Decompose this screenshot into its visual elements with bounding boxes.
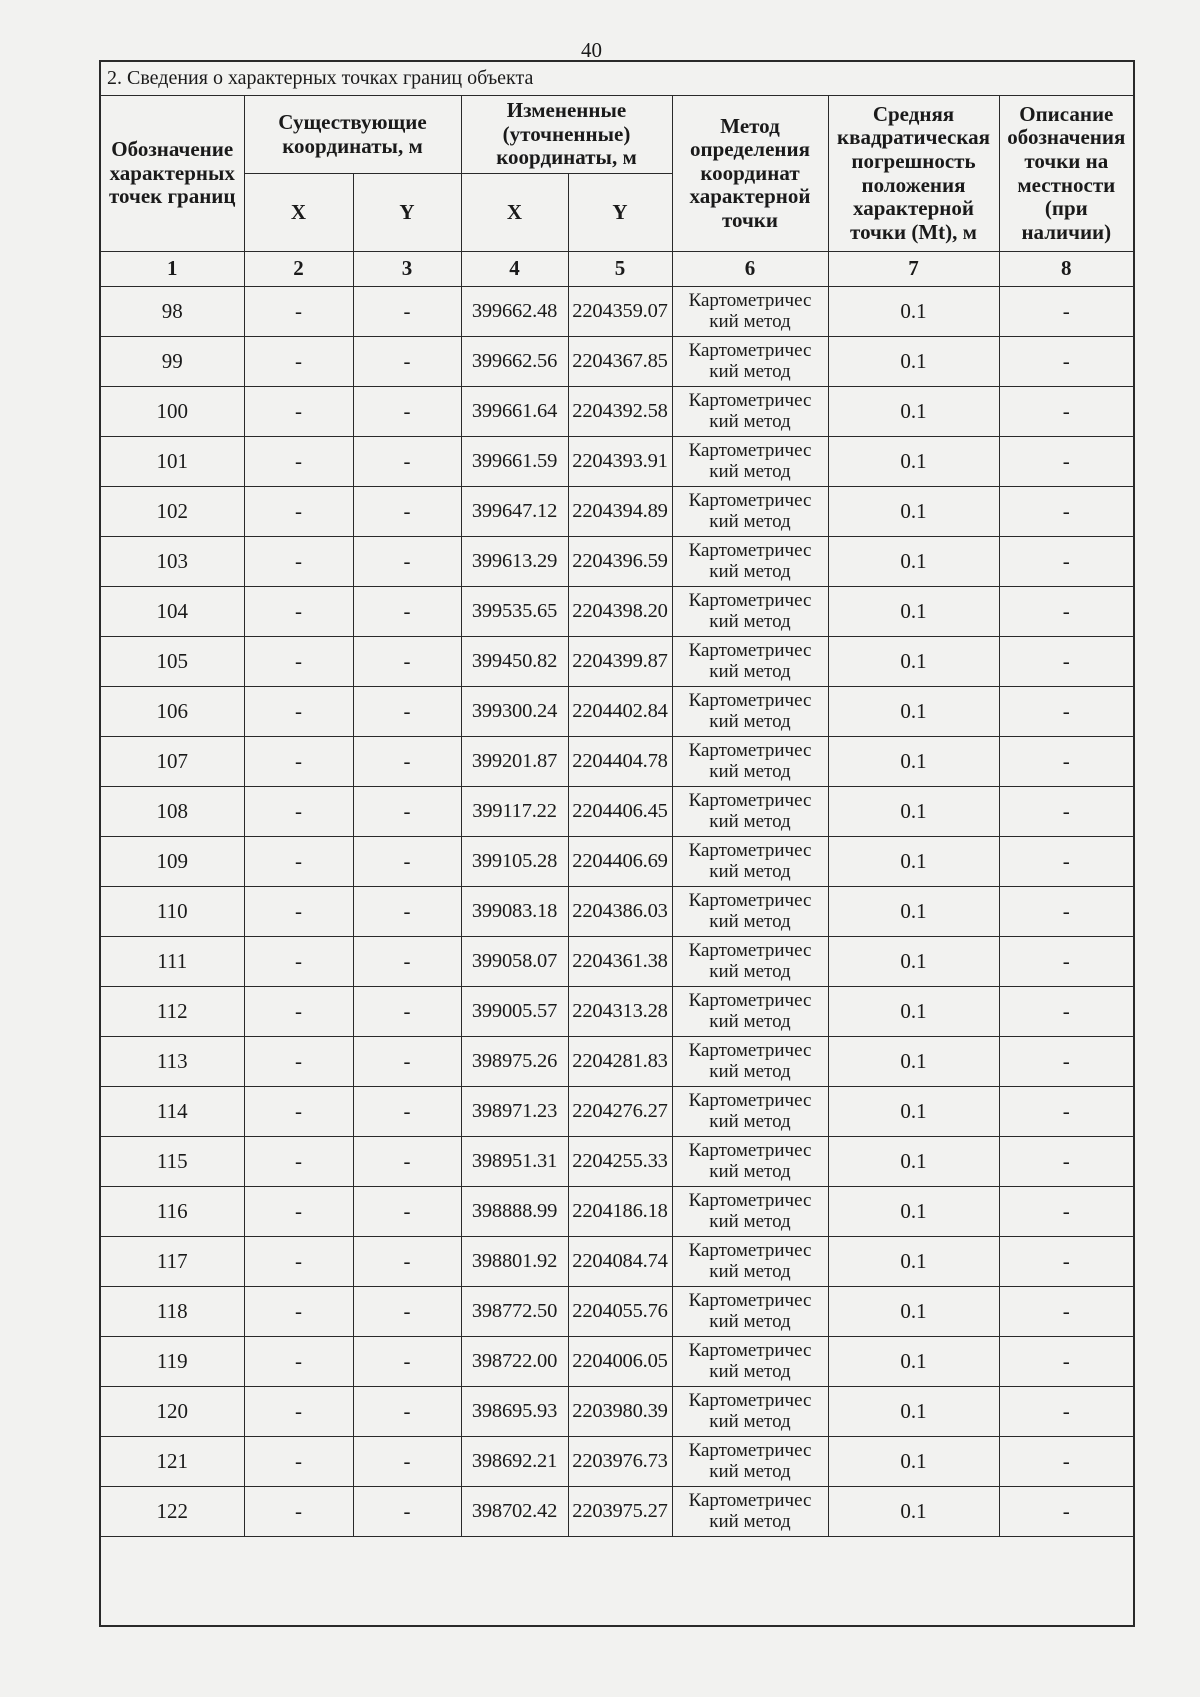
cell-changed-y: 2204394.89 [568,487,672,537]
cell-existing-y: - [353,787,461,837]
cell-point-number: 109 [100,837,244,887]
cell-existing-y: - [353,887,461,937]
header-existing-y: Y [353,174,461,252]
cell-method: Картометричес кий метод [672,1337,828,1387]
cell-existing-y: - [353,1487,461,1537]
cell-point-description: - [999,987,1134,1037]
cell-existing-y: - [353,637,461,687]
cell-point-description: - [999,1087,1134,1137]
cell-existing-x: - [244,1037,353,1087]
cell-existing-y: - [353,337,461,387]
cell-method: Картометричес кий метод [672,1237,828,1287]
cell-point-description: - [999,687,1134,737]
table-row [100,1237,1134,1287]
cell-existing-x: - [244,1387,353,1437]
header-existing-x: X [244,174,353,252]
table-row [100,387,1134,437]
page-number: 40 [581,38,602,62]
cell-existing-x: - [244,837,353,887]
empty-footer-row [100,1537,1134,1627]
cell-changed-y: 2204393.91 [568,437,672,487]
cell-point-number: 101 [100,437,244,487]
cell-changed-x: 399005.57 [461,987,568,1037]
cell-point-number: 112 [100,987,244,1037]
cell-method: Картометричес кий метод [672,787,828,837]
cell-changed-x: 399201.87 [461,737,568,787]
cell-method: Картометричес кий метод [672,1187,828,1237]
cell-existing-y: - [353,1287,461,1337]
cell-changed-y: 2204084.74 [568,1237,672,1287]
cell-point-description: - [999,1487,1134,1537]
table-row [100,787,1134,837]
cell-mean-square-error: 0.1 [828,1487,999,1537]
cell-method: Картометричес кий метод [672,737,828,787]
table-row [100,1037,1134,1087]
cell-method: Картометричес кий метод [672,1087,828,1137]
cell-changed-y: 2204386.03 [568,887,672,937]
column-number: 4 [461,252,568,287]
cell-point-description: - [999,1387,1134,1437]
table-row [100,437,1134,487]
cell-point-number: 113 [100,1037,244,1087]
table-header [100,61,1134,287]
cell-point-description: - [999,1437,1134,1487]
cell-point-description: - [999,437,1134,487]
cell-method: Картометричес кий метод [672,937,828,987]
cell-existing-x: - [244,1087,353,1137]
cell-point-description: - [999,387,1134,437]
table-row [100,1487,1134,1537]
cell-changed-x: 398702.42 [461,1487,568,1537]
cell-point-number: 120 [100,1387,244,1437]
cell-mean-square-error: 0.1 [828,787,999,837]
cell-method: Картометричес кий метод [672,1037,828,1087]
cell-point-description: - [999,287,1134,337]
column-number: 1 [100,252,244,287]
cell-existing-y: - [353,1337,461,1387]
cell-method: Картометричес кий метод [672,887,828,937]
cell-changed-y: 2204406.45 [568,787,672,837]
table-row [100,587,1134,637]
cell-mean-square-error: 0.1 [828,1037,999,1087]
cell-point-number: 106 [100,687,244,737]
cell-existing-y: - [353,837,461,887]
table-row [100,687,1134,737]
boundary-points-table [99,60,1135,1627]
cell-mean-square-error: 0.1 [828,1437,999,1487]
cell-changed-x: 398801.92 [461,1237,568,1287]
cell-point-description: - [999,1337,1134,1387]
cell-point-number: 117 [100,1237,244,1287]
cell-point-number: 102 [100,487,244,537]
table-row [100,1287,1134,1337]
cell-changed-y: 2204186.18 [568,1187,672,1237]
cell-method: Картометричес кий метод [672,537,828,587]
cell-mean-square-error: 0.1 [828,637,999,687]
cell-existing-y: - [353,537,461,587]
cell-existing-y: - [353,1137,461,1187]
cell-mean-square-error: 0.1 [828,437,999,487]
header-existing-coordinates: Существующие координаты, м [244,96,461,174]
table-row [100,987,1134,1037]
cell-changed-x: 399105.28 [461,837,568,887]
cell-method: Картометричес кий метод [672,687,828,737]
cell-method: Картометричес кий метод [672,387,828,437]
table-row [100,637,1134,687]
cell-point-description: - [999,587,1134,637]
cell-existing-x: - [244,537,353,587]
cell-changed-x: 399117.22 [461,787,568,837]
cell-changed-x: 399661.64 [461,387,568,437]
table-row [100,737,1134,787]
cell-changed-x: 399647.12 [461,487,568,537]
cell-existing-y: - [353,587,461,637]
cell-existing-x: - [244,887,353,937]
cell-method: Картометричес кий метод [672,1487,828,1537]
table-row [100,1387,1134,1437]
cell-existing-y: - [353,1237,461,1287]
cell-method: Картометричес кий метод [672,1137,828,1187]
header-point-description: Описание обозначения точки на местности (при наличии) [999,96,1134,252]
table-row [100,937,1134,987]
cell-point-number: 110 [100,887,244,937]
cell-changed-x: 399450.82 [461,637,568,687]
cell-method: Картометричес кий метод [672,437,828,487]
cell-method: Картометричес кий метод [672,987,828,1037]
cell-existing-y: - [353,387,461,437]
cell-point-description: - [999,1287,1134,1337]
cell-changed-x: 398722.00 [461,1337,568,1387]
cell-changed-x: 398975.26 [461,1037,568,1087]
cell-mean-square-error: 0.1 [828,937,999,987]
cell-mean-square-error: 0.1 [828,1387,999,1437]
cell-changed-y: 2204398.20 [568,587,672,637]
cell-existing-x: - [244,1287,353,1337]
cell-existing-x: - [244,387,353,437]
cell-point-number: 105 [100,637,244,687]
cell-point-number: 115 [100,1137,244,1187]
cell-changed-y: 2204367.85 [568,337,672,387]
cell-existing-x: - [244,1487,353,1537]
cell-changed-x: 399613.29 [461,537,568,587]
cell-mean-square-error: 0.1 [828,337,999,387]
cell-method: Картометричес кий метод [672,1437,828,1487]
column-number: 7 [828,252,999,287]
cell-changed-y: 2204313.28 [568,987,672,1037]
cell-existing-y: - [353,487,461,537]
cell-mean-square-error: 0.1 [828,687,999,737]
cell-method: Картометричес кий метод [672,837,828,887]
table-row [100,1187,1134,1237]
empty-footer-cell [100,1537,1134,1627]
cell-mean-square-error: 0.1 [828,1337,999,1387]
cell-existing-x: - [244,287,353,337]
cell-existing-y: - [353,687,461,737]
table-row [100,487,1134,537]
cell-point-number: 111 [100,937,244,987]
cell-existing-x: - [244,1187,353,1237]
cell-point-description: - [999,1137,1134,1187]
cell-method: Картометричес кий метод [672,487,828,537]
cell-changed-y: 2204361.38 [568,937,672,987]
cell-changed-y: 2204006.05 [568,1337,672,1387]
cell-method: Картометричес кий метод [672,337,828,387]
column-number: 5 [568,252,672,287]
table-row [100,887,1134,937]
cell-mean-square-error: 0.1 [828,1137,999,1187]
cell-changed-y: 2204055.76 [568,1287,672,1337]
cell-method: Картометричес кий метод [672,1287,828,1337]
cell-changed-x: 398692.21 [461,1437,568,1487]
cell-mean-square-error: 0.1 [828,287,999,337]
table-row [100,837,1134,887]
cell-changed-y: 2203980.39 [568,1387,672,1437]
cell-method: Картометричес кий метод [672,287,828,337]
cell-mean-square-error: 0.1 [828,537,999,587]
cell-existing-x: - [244,487,353,537]
cell-existing-y: - [353,1187,461,1237]
cell-point-number: 108 [100,787,244,837]
cell-changed-x: 398888.99 [461,1187,568,1237]
cell-existing-x: - [244,737,353,787]
cell-point-number: 122 [100,1487,244,1537]
cell-point-description: - [999,737,1134,787]
cell-existing-x: - [244,1137,353,1187]
cell-existing-y: - [353,987,461,1037]
cell-changed-x: 399535.65 [461,587,568,637]
cell-method: Картометричес кий метод [672,587,828,637]
cell-existing-y: - [353,1437,461,1487]
column-number-row [100,252,1134,287]
cell-point-number: 99 [100,337,244,387]
column-number: 6 [672,252,828,287]
cell-changed-y: 2204392.58 [568,387,672,437]
cell-mean-square-error: 0.1 [828,1187,999,1237]
cell-changed-y: 2204276.27 [568,1087,672,1137]
table-row [100,1337,1134,1387]
cell-changed-y: 2204359.07 [568,287,672,337]
cell-existing-x: - [244,1437,353,1487]
table-row [100,537,1134,587]
table-row [100,1137,1134,1187]
cell-changed-x: 398971.23 [461,1087,568,1137]
column-number: 3 [353,252,461,287]
table-row [100,1437,1134,1487]
cell-existing-x: - [244,937,353,987]
table-row [100,337,1134,387]
cell-point-description: - [999,837,1134,887]
cell-point-number: 116 [100,1187,244,1237]
cell-point-description: - [999,1187,1134,1237]
cell-point-number: 107 [100,737,244,787]
cell-point-description: - [999,937,1134,987]
cell-point-description: - [999,487,1134,537]
cell-existing-x: - [244,1237,353,1287]
cell-point-description: - [999,637,1134,687]
cell-existing-x: - [244,437,353,487]
cell-mean-square-error: 0.1 [828,1287,999,1337]
cell-existing-y: - [353,1087,461,1137]
cell-existing-x: - [244,337,353,387]
cell-existing-y: - [353,1037,461,1087]
cell-mean-square-error: 0.1 [828,987,999,1037]
column-number: 8 [999,252,1134,287]
header-method: Метод определения координат характерной точки [672,96,828,252]
table-row [100,1087,1134,1137]
cell-existing-y: - [353,737,461,787]
cell-changed-x: 398951.31 [461,1137,568,1187]
header-point-designation: Обозначение характерных точек границ [100,96,244,252]
cell-point-number: 104 [100,587,244,637]
cell-mean-square-error: 0.1 [828,887,999,937]
cell-existing-x: - [244,587,353,637]
cell-point-number: 98 [100,287,244,337]
table-row [100,287,1134,337]
cell-changed-x: 398695.93 [461,1387,568,1437]
cell-point-number: 121 [100,1437,244,1487]
cell-existing-y: - [353,937,461,987]
cell-point-number: 100 [100,387,244,437]
cell-changed-x: 399661.59 [461,437,568,487]
cell-changed-y: 2204396.59 [568,537,672,587]
table-body [100,287,1134,1537]
cell-changed-x: 398772.50 [461,1287,568,1337]
cell-point-description: - [999,787,1134,837]
cell-changed-y: 2203976.73 [568,1437,672,1487]
cell-existing-x: - [244,1337,353,1387]
cell-changed-x: 399300.24 [461,687,568,737]
header-mean-square-error: Средняя квадратическая погрешность положения характерной точки (Mt), м [828,96,999,252]
cell-existing-y: - [353,1387,461,1437]
cell-mean-square-error: 0.1 [828,1087,999,1137]
cell-mean-square-error: 0.1 [828,1237,999,1287]
cell-changed-y: 2204404.78 [568,737,672,787]
cell-mean-square-error: 0.1 [828,387,999,437]
cell-changed-x: 399058.07 [461,937,568,987]
header-changed-coordinates: Измененные (уточненные) координаты, м [461,96,672,174]
cell-method: Картометричес кий метод [672,1387,828,1437]
cell-point-description: - [999,887,1134,937]
cell-method: Картометричес кий метод [672,637,828,687]
section-title: 2. Сведения о характерных точках границ объекта [100,61,1134,96]
cell-point-number: 118 [100,1287,244,1337]
cell-existing-x: - [244,787,353,837]
cell-changed-y: 2204406.69 [568,837,672,887]
cell-point-description: - [999,537,1134,587]
header-changed-y: Y [568,174,672,252]
cell-point-number: 103 [100,537,244,587]
cell-changed-y: 2204399.87 [568,637,672,687]
cell-mean-square-error: 0.1 [828,837,999,887]
cell-changed-x: 399662.56 [461,337,568,387]
column-number: 2 [244,252,353,287]
cell-point-description: - [999,1237,1134,1287]
cell-existing-x: - [244,637,353,687]
cell-mean-square-error: 0.1 [828,487,999,537]
cell-existing-y: - [353,287,461,337]
header-changed-x: X [461,174,568,252]
cell-point-description: - [999,1037,1134,1087]
cell-changed-x: 399662.48 [461,287,568,337]
cell-existing-x: - [244,987,353,1037]
cell-changed-x: 399083.18 [461,887,568,937]
cell-point-description: - [999,337,1134,387]
cell-changed-y: 2204281.83 [568,1037,672,1087]
cell-mean-square-error: 0.1 [828,737,999,787]
cell-mean-square-error: 0.1 [828,587,999,637]
cell-existing-x: - [244,687,353,737]
cell-changed-y: 2203975.27 [568,1487,672,1537]
cell-point-number: 114 [100,1087,244,1137]
cell-existing-y: - [353,437,461,487]
cell-point-number: 119 [100,1337,244,1387]
cell-changed-y: 2204255.33 [568,1137,672,1187]
cell-changed-y: 2204402.84 [568,687,672,737]
